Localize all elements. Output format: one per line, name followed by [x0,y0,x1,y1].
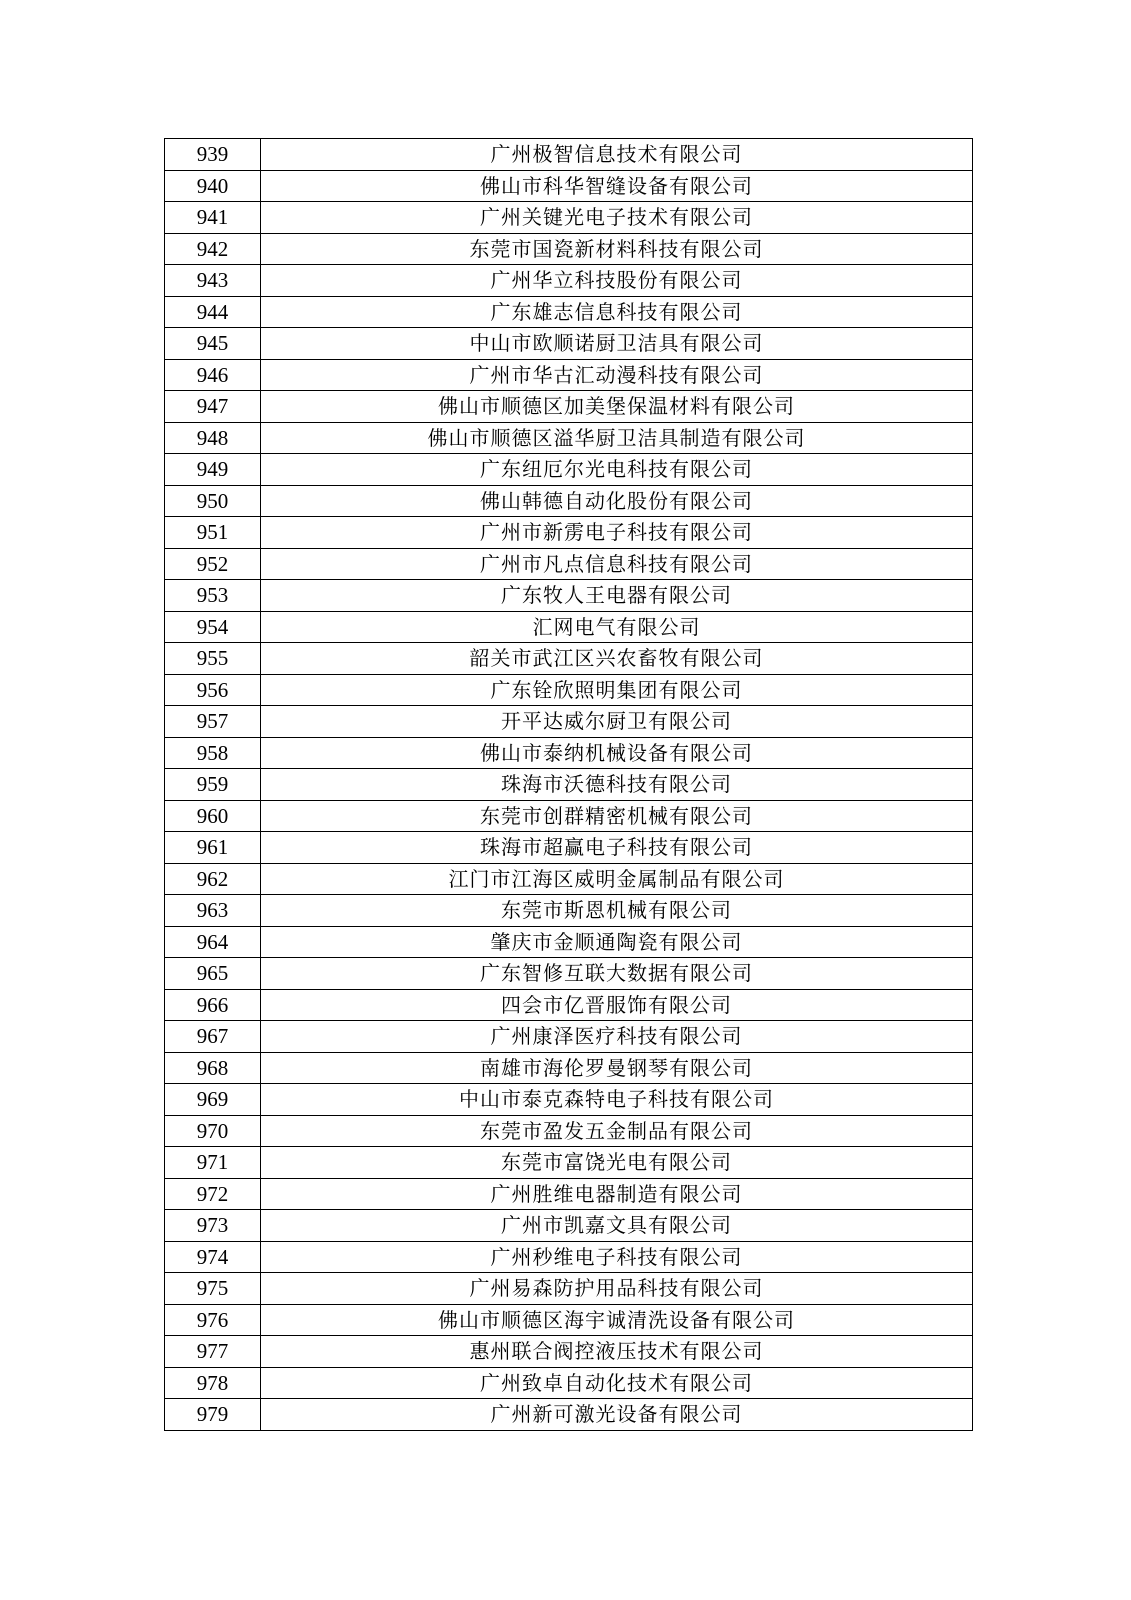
row-number: 964 [165,926,261,958]
company-name: 佛山市科华智缝设备有限公司 [261,170,973,202]
row-number: 948 [165,422,261,454]
company-name: 东莞市盈发五金制品有限公司 [261,1115,973,1147]
row-number: 939 [165,139,261,171]
company-name: 广州华立科技股份有限公司 [261,265,973,297]
table-row [165,1021,973,1053]
row-number: 947 [165,391,261,423]
table-row [165,359,973,391]
table-row [165,989,973,1021]
row-number: 974 [165,1241,261,1273]
row-number: 950 [165,485,261,517]
row-number: 967 [165,1021,261,1053]
company-name: 东莞市创群精密机械有限公司 [261,800,973,832]
company-name: 佛山市顺德区海宇诚清洗设备有限公司 [261,1304,973,1336]
table-row [165,1115,973,1147]
row-number: 952 [165,548,261,580]
table-row [165,296,973,328]
row-number: 975 [165,1273,261,1305]
row-number: 940 [165,170,261,202]
table-row [165,863,973,895]
row-number: 977 [165,1336,261,1368]
company-name: 广州极智信息技术有限公司 [261,139,973,171]
table-body [165,139,973,1431]
table-row [165,548,973,580]
company-name: 广东铨欣照明集团有限公司 [261,674,973,706]
company-name: 广州关键光电子技术有限公司 [261,202,973,234]
table-row [165,265,973,297]
row-number: 945 [165,328,261,360]
company-name: 佛山市泰纳机械设备有限公司 [261,737,973,769]
table-row [165,202,973,234]
table-row [165,737,973,769]
row-number: 965 [165,958,261,990]
table-row [165,1147,973,1179]
table-row [165,485,973,517]
row-number: 962 [165,863,261,895]
company-name: 广州致卓自动化技术有限公司 [261,1367,973,1399]
company-name: 珠海市沃德科技有限公司 [261,769,973,801]
table-row [165,1367,973,1399]
table-row [165,958,973,990]
table-row [165,926,973,958]
table-row [165,139,973,171]
company-name: 开平达威尔厨卫有限公司 [261,706,973,738]
company-name: 四会市亿晋服饰有限公司 [261,989,973,1021]
table-row [165,1241,973,1273]
table-row [165,1052,973,1084]
company-name: 广州市华古汇动漫科技有限公司 [261,359,973,391]
company-name: 中山市泰克森特电子科技有限公司 [261,1084,973,1116]
table-row [165,517,973,549]
table-row [165,328,973,360]
table-row [165,233,973,265]
company-name: 肇庆市金顺通陶瓷有限公司 [261,926,973,958]
row-number: 971 [165,1147,261,1179]
table-row [165,1399,973,1431]
row-number: 979 [165,1399,261,1431]
table-row [165,832,973,864]
row-number: 944 [165,296,261,328]
row-number: 958 [165,737,261,769]
row-number: 969 [165,1084,261,1116]
row-number: 966 [165,989,261,1021]
row-number: 972 [165,1178,261,1210]
company-name: 佛山市顺德区加美堡保温材料有限公司 [261,391,973,423]
company-list-table [164,138,973,1431]
table-row [165,1304,973,1336]
row-number: 963 [165,895,261,927]
company-name: 佛山韩德自动化股份有限公司 [261,485,973,517]
row-number: 978 [165,1367,261,1399]
row-number: 955 [165,643,261,675]
row-number: 943 [165,265,261,297]
row-number: 942 [165,233,261,265]
table-row [165,706,973,738]
company-name: 韶关市武江区兴农畜牧有限公司 [261,643,973,675]
company-name: 广州市新雳电子科技有限公司 [261,517,973,549]
company-name: 广州易森防护用品科技有限公司 [261,1273,973,1305]
company-name: 佛山市顺德区溢华厨卫洁具制造有限公司 [261,422,973,454]
company-name: 珠海市超赢电子科技有限公司 [261,832,973,864]
table-row [165,580,973,612]
company-name: 汇网电气有限公司 [261,611,973,643]
row-number: 954 [165,611,261,643]
row-number: 941 [165,202,261,234]
company-name: 广州市凯嘉文具有限公司 [261,1210,973,1242]
table-row [165,1178,973,1210]
table-row [165,1273,973,1305]
table-row [165,1210,973,1242]
table-row [165,800,973,832]
company-name: 广州市凡点信息科技有限公司 [261,548,973,580]
company-name: 广州新可激光设备有限公司 [261,1399,973,1431]
table-row [165,1084,973,1116]
table-row [165,611,973,643]
company-name: 广州胜维电器制造有限公司 [261,1178,973,1210]
row-number: 949 [165,454,261,486]
row-number: 951 [165,517,261,549]
company-name: 广州康泽医疗科技有限公司 [261,1021,973,1053]
company-name: 广州秒维电子科技有限公司 [261,1241,973,1273]
row-number: 960 [165,800,261,832]
row-number: 957 [165,706,261,738]
row-number: 976 [165,1304,261,1336]
row-number: 970 [165,1115,261,1147]
table-row [165,643,973,675]
company-name: 南雄市海伦罗曼钢琴有限公司 [261,1052,973,1084]
table-row [165,674,973,706]
table-row [165,170,973,202]
table-row [165,895,973,927]
company-name: 广东纽厄尔光电科技有限公司 [261,454,973,486]
row-number: 956 [165,674,261,706]
table-row [165,391,973,423]
company-name: 广东雄志信息科技有限公司 [261,296,973,328]
company-name: 东莞市国瓷新材料科技有限公司 [261,233,973,265]
company-name: 中山市欧顺诺厨卫洁具有限公司 [261,328,973,360]
company-name: 广东牧人王电器有限公司 [261,580,973,612]
company-name: 广东智修互联大数据有限公司 [261,958,973,990]
table-row [165,454,973,486]
row-number: 946 [165,359,261,391]
company-name: 江门市江海区威明金属制品有限公司 [261,863,973,895]
table-row [165,769,973,801]
row-number: 953 [165,580,261,612]
company-name: 东莞市斯恩机械有限公司 [261,895,973,927]
row-number: 959 [165,769,261,801]
row-number: 973 [165,1210,261,1242]
table-row [165,1336,973,1368]
company-name: 东莞市富饶光电有限公司 [261,1147,973,1179]
company-name: 惠州联合阀控液压技术有限公司 [261,1336,973,1368]
row-number: 961 [165,832,261,864]
table-row [165,422,973,454]
row-number: 968 [165,1052,261,1084]
